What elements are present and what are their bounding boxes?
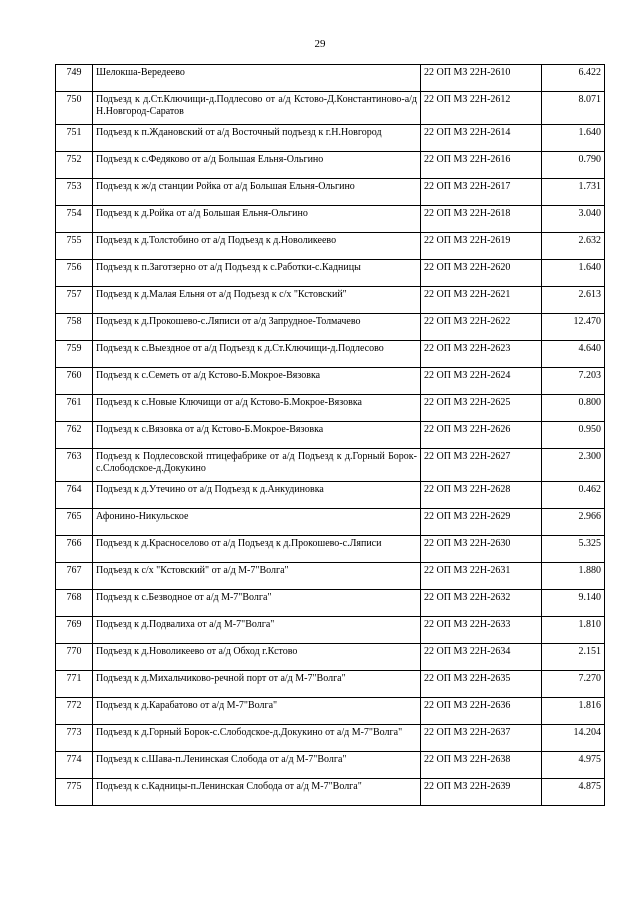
road-code: 22 ОП МЗ 22Н-2636 bbox=[421, 698, 542, 725]
table-row bbox=[56, 179, 605, 206]
row-number: 767 bbox=[56, 563, 93, 590]
road-name: Подъезд к д.Красноселово от а/д Подъезд к д.Прокошево-с.Ляписи bbox=[93, 536, 421, 563]
road-length: 2.151 bbox=[542, 644, 605, 671]
road-length: 0.950 bbox=[542, 422, 605, 449]
road-length: 7.270 bbox=[542, 671, 605, 698]
road-name: Подъезд к д.Новоликеево от а/д Обход г.Кстово bbox=[93, 644, 421, 671]
roads-table bbox=[55, 64, 605, 806]
road-name: Подъезд к с.Безводное от а/д М-7"Волга" bbox=[93, 590, 421, 617]
road-name: Подъезд к п.Ждановский от а/д Восточный подъезд к г.Н.Новгород bbox=[93, 125, 421, 152]
road-length: 3.040 bbox=[542, 206, 605, 233]
table-row bbox=[56, 644, 605, 671]
row-number: 753 bbox=[56, 179, 93, 206]
road-name: Подъезд к д.Малая Ельня от а/д Подъезд к с/х "Кстовский" bbox=[93, 287, 421, 314]
road-name: Подъезд к д.Михальчиково-речной порт от а/д М-7"Волга" bbox=[93, 671, 421, 698]
table-row bbox=[56, 65, 605, 92]
row-number: 755 bbox=[56, 233, 93, 260]
road-code: 22 ОП МЗ 22Н-2625 bbox=[421, 395, 542, 422]
road-code: 22 ОП МЗ 22Н-2629 bbox=[421, 509, 542, 536]
table-row bbox=[56, 314, 605, 341]
road-name: Подъезд к ж/д станции Ройка от а/д Большая Ельня-Ольгино bbox=[93, 179, 421, 206]
road-code: 22 ОП МЗ 22Н-2618 bbox=[421, 206, 542, 233]
road-name: Подъезд к с/х "Кстовский" от а/д М-7"Волга" bbox=[93, 563, 421, 590]
road-name: Подъезд к д.Карабатово от а/д М-7"Волга" bbox=[93, 698, 421, 725]
row-number: 764 bbox=[56, 482, 93, 509]
road-name: Подъезд к д.Ст.Ключищи-д.Подлесово от а/д Кстово-Д.Константиново-а/д Н.Новгород-Саратов bbox=[93, 92, 421, 125]
row-number: 754 bbox=[56, 206, 93, 233]
row-number: 760 bbox=[56, 368, 93, 395]
road-name: Подъезд к д.Подвалиха от а/д М-7"Волга" bbox=[93, 617, 421, 644]
road-length: 1.640 bbox=[542, 260, 605, 287]
road-length: 12.470 bbox=[542, 314, 605, 341]
road-length: 6.422 bbox=[542, 65, 605, 92]
row-number: 756 bbox=[56, 260, 93, 287]
row-number: 750 bbox=[56, 92, 93, 125]
table-row bbox=[56, 752, 605, 779]
road-name: Подъезд к с.Новые Ключищи от а/д Кстово-Б.Мокрое-Вязовка bbox=[93, 395, 421, 422]
row-number: 773 bbox=[56, 725, 93, 752]
page-number: 29 bbox=[314, 38, 326, 50]
road-code: 22 ОП МЗ 22Н-2633 bbox=[421, 617, 542, 644]
road-code: 22 ОП МЗ 22Н-2617 bbox=[421, 179, 542, 206]
road-name: Подъезд к с.Шава-п.Ленинская Слобода от а/д М-7"Волга" bbox=[93, 752, 421, 779]
table-row bbox=[56, 368, 605, 395]
table-row bbox=[56, 206, 605, 233]
road-length: 4.975 bbox=[542, 752, 605, 779]
table-row bbox=[56, 341, 605, 368]
road-code: 22 ОП МЗ 22Н-2630 bbox=[421, 536, 542, 563]
road-name: Афонино-Никульское bbox=[93, 509, 421, 536]
row-number: 763 bbox=[56, 449, 93, 482]
road-name: Подъезд к с.Федяково от а/д Большая Ельня-Ольгино bbox=[93, 152, 421, 179]
roads-table-body bbox=[56, 65, 605, 806]
road-code: 22 ОП МЗ 22Н-2624 bbox=[421, 368, 542, 395]
table-row bbox=[56, 482, 605, 509]
road-length: 2.966 bbox=[542, 509, 605, 536]
table-row bbox=[56, 671, 605, 698]
road-name: Подъезд к с.Семеть от а/д Кстово-Б.Мокрое-Вязовка bbox=[93, 368, 421, 395]
road-length: 4.640 bbox=[542, 341, 605, 368]
road-name: Подъезд к п.Заготзерно от а/д Подъезд к с.Работки-с.Кадницы bbox=[93, 260, 421, 287]
table-row bbox=[56, 395, 605, 422]
road-name: Подъезд к Подлесовской птицефабрике от а/д Подъезд к д.Горный Борок-с.Слободское-д.Докукино bbox=[93, 449, 421, 482]
table-row bbox=[56, 617, 605, 644]
table-row bbox=[56, 536, 605, 563]
table-row bbox=[56, 260, 605, 287]
road-length: 4.875 bbox=[542, 779, 605, 806]
table-row bbox=[56, 779, 605, 806]
row-number: 766 bbox=[56, 536, 93, 563]
road-name: Подъезд к с.Кадницы-п.Ленинская Слобода от а/д М-7"Волга" bbox=[93, 779, 421, 806]
table-row bbox=[56, 590, 605, 617]
road-length: 8.071 bbox=[542, 92, 605, 125]
road-code: 22 ОП МЗ 22Н-2614 bbox=[421, 125, 542, 152]
road-code: 22 ОП МЗ 22Н-2638 bbox=[421, 752, 542, 779]
road-name: Подъезд к д.Горный Борок-с.Слободское-д.Докукино от а/д М-7"Волга" bbox=[93, 725, 421, 752]
road-code: 22 ОП МЗ 22Н-2621 bbox=[421, 287, 542, 314]
road-length: 7.203 bbox=[542, 368, 605, 395]
road-code: 22 ОП МЗ 22Н-2637 bbox=[421, 725, 542, 752]
table-row bbox=[56, 287, 605, 314]
road-length: 1.880 bbox=[542, 563, 605, 590]
row-number: 770 bbox=[56, 644, 93, 671]
row-number: 761 bbox=[56, 395, 93, 422]
row-number: 751 bbox=[56, 125, 93, 152]
road-length: 5.325 bbox=[542, 536, 605, 563]
road-code: 22 ОП МЗ 22Н-2619 bbox=[421, 233, 542, 260]
row-number: 749 bbox=[56, 65, 93, 92]
table-row bbox=[56, 698, 605, 725]
road-name: Подъезд к с.Выездное от а/д Подъезд к д.Ст.Ключищи-д.Подлесово bbox=[93, 341, 421, 368]
road-length: 2.632 bbox=[542, 233, 605, 260]
road-length: 0.462 bbox=[542, 482, 605, 509]
road-name: Подъезд к д.Ройка от а/д Большая Ельня-Ольгино bbox=[93, 206, 421, 233]
road-code: 22 ОП МЗ 22Н-2627 bbox=[421, 449, 542, 482]
row-number: 765 bbox=[56, 509, 93, 536]
road-code: 22 ОП МЗ 22Н-2620 bbox=[421, 260, 542, 287]
road-code: 22 ОП МЗ 22Н-2616 bbox=[421, 152, 542, 179]
row-number: 774 bbox=[56, 752, 93, 779]
row-number: 752 bbox=[56, 152, 93, 179]
table-row bbox=[56, 725, 605, 752]
row-number: 759 bbox=[56, 341, 93, 368]
road-code: 22 ОП МЗ 22Н-2610 bbox=[421, 65, 542, 92]
road-code: 22 ОП МЗ 22Н-2626 bbox=[421, 422, 542, 449]
table-row bbox=[56, 233, 605, 260]
row-number: 757 bbox=[56, 287, 93, 314]
road-code: 22 ОП МЗ 22Н-2639 bbox=[421, 779, 542, 806]
road-code: 22 ОП МЗ 22Н-2622 bbox=[421, 314, 542, 341]
row-number: 769 bbox=[56, 617, 93, 644]
table-row bbox=[56, 125, 605, 152]
table-row bbox=[56, 92, 605, 125]
road-code: 22 ОП МЗ 22Н-2634 bbox=[421, 644, 542, 671]
table-row bbox=[56, 152, 605, 179]
road-name: Подъезд к д.Прокошево-с.Ляписи от а/д Запрудное-Толмачево bbox=[93, 314, 421, 341]
road-name: Подъезд к д.Утечино от а/д Подъезд к д.Анкудиновка bbox=[93, 482, 421, 509]
road-code: 22 ОП МЗ 22Н-2628 bbox=[421, 482, 542, 509]
road-code: 22 ОП МЗ 22Н-2635 bbox=[421, 671, 542, 698]
road-code: 22 ОП МЗ 22Н-2631 bbox=[421, 563, 542, 590]
road-length: 2.613 bbox=[542, 287, 605, 314]
row-number: 762 bbox=[56, 422, 93, 449]
road-name: Подъезд к д.Толстобино от а/д Подъезд к д.Новоликеево bbox=[93, 233, 421, 260]
road-code: 22 ОП МЗ 22Н-2623 bbox=[421, 341, 542, 368]
road-length: 9.140 bbox=[542, 590, 605, 617]
road-code: 22 ОП МЗ 22Н-2632 bbox=[421, 590, 542, 617]
road-name: Подъезд к с.Вязовка от а/д Кстово-Б.Мокрое-Вязовка bbox=[93, 422, 421, 449]
road-length: 0.800 bbox=[542, 395, 605, 422]
row-number: 758 bbox=[56, 314, 93, 341]
road-length: 1.816 bbox=[542, 698, 605, 725]
table-row bbox=[56, 422, 605, 449]
table-row bbox=[56, 563, 605, 590]
road-length: 1.731 bbox=[542, 179, 605, 206]
road-length: 14.204 bbox=[542, 725, 605, 752]
road-length: 1.640 bbox=[542, 125, 605, 152]
table-row bbox=[56, 449, 605, 482]
road-length: 2.300 bbox=[542, 449, 605, 482]
row-number: 772 bbox=[56, 698, 93, 725]
row-number: 768 bbox=[56, 590, 93, 617]
road-length: 0.790 bbox=[542, 152, 605, 179]
road-length: 1.810 bbox=[542, 617, 605, 644]
row-number: 771 bbox=[56, 671, 93, 698]
row-number: 775 bbox=[56, 779, 93, 806]
table-row bbox=[56, 509, 605, 536]
road-name: Шелокша-Вередеево bbox=[93, 65, 421, 92]
road-code: 22 ОП МЗ 22Н-2612 bbox=[421, 92, 542, 125]
